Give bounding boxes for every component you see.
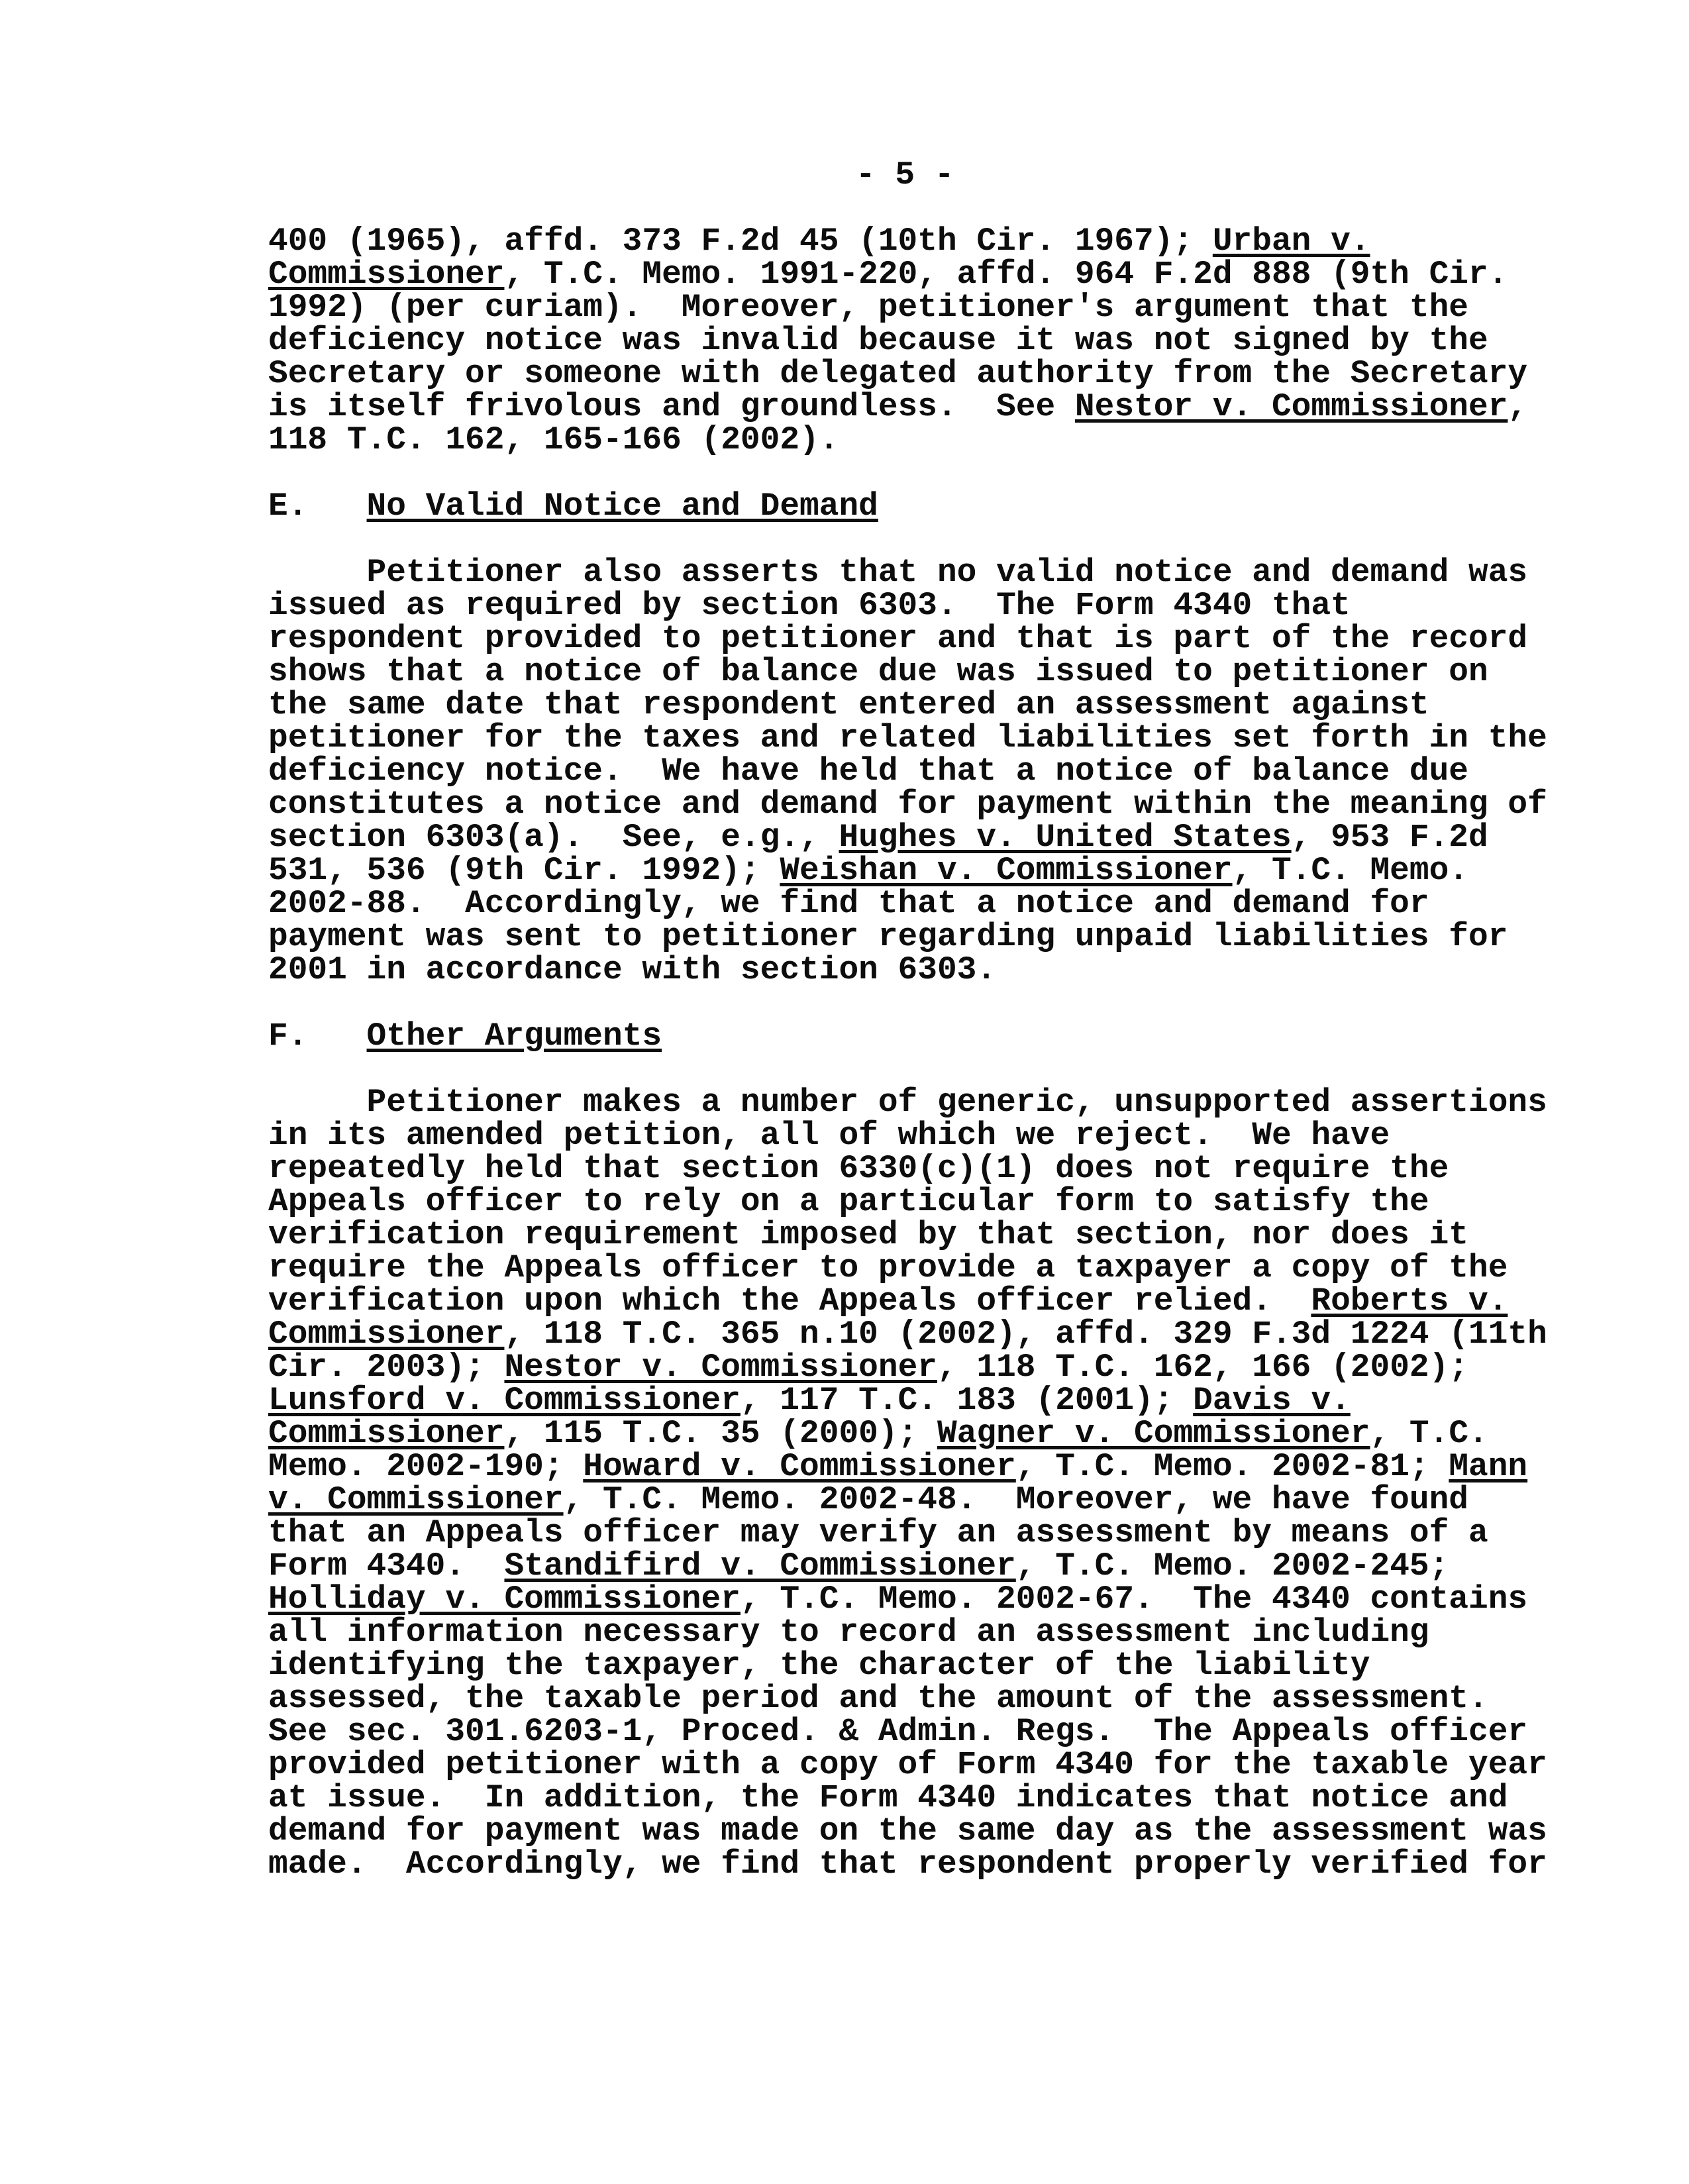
text-line [268, 1318, 1580, 1351]
text-run: , 117 T.C. 183 (2001); [740, 1382, 1194, 1419]
text-run: payment was sent to petitioner regarding unpaid liabilities for [268, 918, 1508, 955]
text-run: See sec. 301.6203-1, Proced. & Admin. Regs. The Appeals officer [268, 1713, 1528, 1750]
text-run: Appeals officer to rely on a particular form to satisfy the [268, 1183, 1429, 1220]
text-line [268, 1516, 1580, 1549]
case-citation: Wagner v. Commissioner [937, 1415, 1370, 1452]
text-line [268, 589, 1580, 622]
section-heading [268, 1019, 1580, 1053]
text-run: is itself frivolous and groundless. See [268, 388, 1075, 425]
text-line [268, 1251, 1580, 1284]
text-line [268, 1549, 1580, 1583]
text-line [268, 1450, 1580, 1483]
text-run: F. [268, 1017, 367, 1055]
text-line [268, 1384, 1580, 1417]
case-citation: Hughes v. United States [839, 819, 1292, 856]
case-citation: Roberts v. [1311, 1282, 1508, 1320]
text-run: deficiency notice. We have held that a notice of balance due [268, 753, 1468, 790]
text-line [268, 1583, 1580, 1616]
text-run: in its amended petition, all of which we reject. We have [268, 1117, 1390, 1154]
text-line [268, 1616, 1580, 1649]
text-run: repeatedly held that section 6330(c)(1) does not require the [268, 1150, 1449, 1187]
text-line [268, 1152, 1580, 1185]
case-citation: Standifird v. Commissioner [504, 1547, 1016, 1585]
text-line [268, 887, 1580, 920]
text-line [268, 655, 1580, 688]
case-citation: Commissioner [268, 256, 505, 293]
text-line [268, 854, 1580, 887]
text-run: demand for payment was made on the same day as the assessment was [268, 1812, 1547, 1849]
text-run: that an Appeals officer may verify an assessment by means of a [268, 1514, 1488, 1551]
text-run: Memo. 2002-190; [268, 1448, 584, 1485]
text-run: E. [268, 488, 367, 525]
text-line [268, 1781, 1580, 1814]
text-line [268, 1351, 1580, 1384]
text-run: Petitioner also asserts that no valid notice and demand was [268, 554, 1528, 591]
text-run: , T.C. Memo. 1991-220, affd. 964 F.2d 888 (9th Cir. [504, 256, 1508, 293]
text-line [268, 1814, 1580, 1847]
text-run: 1992) (per curiam). Moreover, petitioner's argument that the [268, 289, 1468, 326]
text-run: , T.C. Memo. 2002-48. Moreover, we have found [563, 1481, 1469, 1518]
text-run: , T.C. Memo. 2002-81; [1015, 1448, 1449, 1485]
text-run: the same date that respondent entered an assessment against [268, 686, 1429, 723]
text-line [268, 1715, 1580, 1748]
text-run: , 118 T.C. 162, 166 (2002); [937, 1349, 1469, 1386]
text-run: identifying the taxpayer, the character of the liability [268, 1647, 1370, 1684]
case-citation: Urban v. [1212, 223, 1370, 260]
text-line [268, 1649, 1580, 1682]
text-line [268, 423, 1580, 456]
document-body [268, 225, 1580, 1881]
text-run: require the Appeals officer to provide a taxpayer a copy of the [268, 1249, 1508, 1286]
text-run: respondent provided to petitioner and that is part of the record [268, 620, 1528, 657]
case-citation: Commissioner [268, 1316, 505, 1353]
text-line [268, 754, 1580, 788]
text-line [268, 1086, 1580, 1119]
text-line [268, 1218, 1580, 1251]
text-run: , 953 F.2d [1291, 819, 1488, 856]
text-run: shows that a notice of balance due was issued to petitioner on [268, 653, 1488, 690]
text-run: issued as required by section 6303. The Form 4340 that [268, 587, 1351, 624]
text-line [268, 1682, 1580, 1715]
text-line [268, 390, 1580, 423]
case-citation: Holliday v. Commissioner [268, 1581, 741, 1618]
text-line [268, 357, 1580, 390]
text-run: made. Accordingly, we find that respondent properly verified for [268, 1846, 1547, 1883]
text-line [268, 324, 1580, 357]
text-run: , T.C. Memo. 2002-67. The 4340 contains [740, 1581, 1528, 1618]
text-line [268, 1185, 1580, 1218]
text-run: section 6303(a). See, e.g., [268, 819, 839, 856]
text-run: , T.C. Memo. 2002-245; [1015, 1547, 1449, 1585]
text-run: , [1508, 388, 1528, 425]
case-citation: Nestor v. Commissioner [1074, 388, 1508, 425]
text-line [268, 953, 1580, 986]
text-run: Cir. 2003); [268, 1349, 505, 1386]
text-run: , T.C. Memo. [1232, 852, 1469, 889]
text-line [268, 291, 1580, 324]
text-line [268, 821, 1580, 854]
case-citation: Weishan v. Commissioner [780, 852, 1233, 889]
text-line [268, 1483, 1580, 1516]
text-run: 531, 536 (9th Cir. 1992); [268, 852, 780, 889]
text-run: provided petitioner with a copy of Form 4340 for the taxable year [268, 1746, 1547, 1783]
text-line [268, 258, 1580, 291]
heading-title: Other Arguments [366, 1017, 662, 1055]
text-line [268, 225, 1580, 258]
text-run: constitutes a notice and demand for payment within the meaning of [268, 786, 1547, 823]
text-run: 2002-88. Accordingly, we find that a notice and demand for [268, 885, 1429, 922]
text-line [268, 1847, 1580, 1881]
text-run: assessed, the taxable period and the amount of the assessment. [268, 1680, 1488, 1717]
case-citation: Commissioner [268, 1415, 505, 1452]
text-run: Form 4340. [268, 1547, 505, 1585]
paragraph [268, 556, 1580, 986]
text-line [268, 920, 1580, 953]
text-run: , T.C. [1370, 1415, 1488, 1452]
text-run: Petitioner makes a number of generic, unsupported assertions [268, 1084, 1547, 1121]
text-line [268, 622, 1580, 655]
section-heading-block [268, 490, 1580, 523]
case-citation: Nestor v. Commissioner [504, 1349, 937, 1386]
text-run: 118 T.C. 162, 165-166 (2002). [268, 421, 839, 458]
text-line [268, 721, 1580, 754]
text-line [268, 688, 1580, 721]
case-citation: v. Commissioner [268, 1481, 564, 1518]
case-citation: Mann [1449, 1448, 1528, 1485]
text-line [268, 1119, 1580, 1152]
case-citation: Howard v. Commissioner [583, 1448, 1016, 1485]
text-run: deficiency notice was invalid because it was not signed by the [268, 322, 1488, 359]
document-content [268, 158, 1580, 1881]
text-run: at issue. In addition, the Form 4340 indicates that notice and [268, 1779, 1508, 1816]
text-run: verification requirement imposed by that section, nor does it [268, 1216, 1468, 1253]
text-line [268, 788, 1580, 821]
case-citation: Davis v. [1193, 1382, 1351, 1419]
text-run: verification upon which the Appeals officer relied. [268, 1282, 1311, 1320]
text-run: Secretary or someone with delegated authority from the Secretary [268, 355, 1528, 392]
text-run: , 118 T.C. 365 n.10 (2002), affd. 329 F.3d 1224 (11th [504, 1316, 1547, 1353]
text-line [268, 556, 1580, 589]
paragraph [268, 1086, 1580, 1881]
paragraph [268, 225, 1580, 456]
section-heading-block [268, 1019, 1580, 1053]
text-line [268, 1284, 1580, 1318]
text-line [268, 1748, 1580, 1781]
text-run: all information necessary to record an assessment including [268, 1614, 1429, 1651]
page-number: - 5 - [856, 156, 954, 193]
heading-title: No Valid Notice and Demand [366, 488, 878, 525]
text-line [268, 1417, 1580, 1450]
text-run: petitioner for the taxes and related liabilities set forth in the [268, 719, 1547, 756]
case-citation: Lunsford v. Commissioner [268, 1382, 741, 1419]
text-run: 2001 in accordance with section 6303. [268, 951, 997, 988]
text-run: , 115 T.C. 35 (2000); [504, 1415, 937, 1452]
section-heading [268, 490, 1580, 523]
text-run: 400 (1965), affd. 373 F.2d 45 (10th Cir. 1967); [268, 223, 1213, 260]
